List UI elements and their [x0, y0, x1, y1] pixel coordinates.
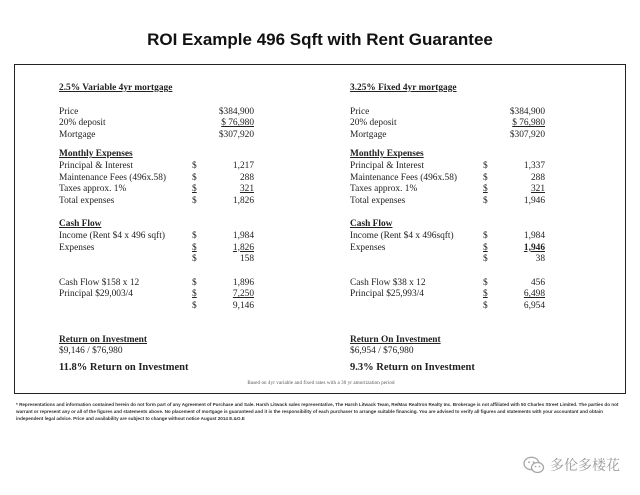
- roi-heading: Return On Investment: [350, 334, 441, 345]
- total-return-row: $ 6,954: [483, 300, 545, 311]
- total-expenses-row: Total expenses $ 1,826: [59, 195, 254, 206]
- page-title: ROI Example 496 Sqft with Rent Guarantee: [147, 30, 493, 49]
- cash-flow-heading: Cash Flow: [350, 219, 393, 230]
- annual-cash-flow-row: Cash Flow $38 x 12 $ 456: [350, 277, 545, 288]
- annual-cash-flow-row: Cash Flow $158 x 12 $ 1,896: [59, 277, 254, 288]
- price-row: Price $384,900: [59, 106, 254, 117]
- income-row: Income (Rent $4 x 496 sqft) $ 1,984: [59, 230, 254, 241]
- taxes-row: Taxes approx. 1% $ 321: [350, 184, 545, 195]
- deposit-row: 20% deposit $ 76,980: [59, 118, 254, 129]
- mortgage-row: Mortgage $307,920: [59, 129, 254, 140]
- fixed-mortgage-column: [350, 83, 545, 373]
- maintenance-fees-row: Maintenance Fees (496x.58) $ 288: [59, 172, 254, 183]
- roi-result: 9.3% Return on Investment: [350, 361, 475, 373]
- roi-calculation: $6,954 / $76,980: [350, 346, 414, 357]
- expenses-row: Expenses $ 1,946: [350, 242, 545, 253]
- footnote: Based on 4yr variable and fixed rates with a 30 yr amortization period: [247, 381, 395, 386]
- cash-flow-heading: Cash Flow: [59, 219, 102, 230]
- wechat-icon: [523, 456, 545, 474]
- roi-result: 11.8% Return on Investment: [59, 361, 189, 373]
- net-cash-row: $ 158: [192, 254, 254, 265]
- total-return-row: $ 9,146: [192, 300, 254, 311]
- maintenance-fees-row: Maintenance Fees (496x.58) $ 288: [350, 172, 545, 183]
- deposit-row: 20% deposit $ 76,980: [350, 118, 545, 129]
- mortgage-row: Mortgage $307,920: [350, 129, 545, 140]
- roi-table-frame: [14, 64, 626, 394]
- principal-annual-row: Principal $25,993/4 $ 6,498: [350, 289, 545, 300]
- column-heading: 2.5% Variable 4yr mortgage: [59, 83, 173, 93]
- net-cash-row: $ 38: [483, 254, 545, 265]
- roi-heading: Return on Investment: [59, 334, 148, 345]
- principal-interest-row: Principal & Interest $ 1,337: [350, 160, 545, 171]
- expenses-row: Expenses $ 1,826: [59, 242, 254, 253]
- monthly-expenses-heading: Monthly Expenses: [350, 149, 424, 160]
- watermark-text: 多伦多楼花: [550, 458, 620, 474]
- variable-mortgage-column: [59, 83, 254, 373]
- roi-calculation: $9,146 / $76,980: [59, 346, 123, 357]
- principal-interest-row: Principal & Interest $ 1,217: [59, 160, 254, 171]
- total-expenses-row: Total expenses $ 1,946: [350, 195, 545, 206]
- price-row: Price $384,900: [350, 106, 545, 117]
- principal-annual-row: Principal $29,003/4 $ 7,250: [59, 289, 254, 300]
- income-row: Income (Rent $4 x 496sqft) $ 1,984: [350, 230, 545, 241]
- column-heading: 3.25% Fixed 4yr mortgage: [350, 83, 457, 93]
- taxes-row: Taxes approx. 1% $ 321: [59, 184, 254, 195]
- legal-disclaimer: * Representations and information contained herein do not form part of any Agreement of Purchase and Sale. Harsh Litwack sales representative, The Harsh Litwack Team, Re/Max Realtron Realty Inc. Brokerage is not affiliated with 50 Charles Street Limited. The parties do not warrant or represent any or all of the figures and statements above. No placement of mortgage is guaranteed and it is the responsibility of each purchaser to arrange suitable financing. You are advised to verify all figures and statements with your accountant and obtain independent legal advice. Price and availability are subject to change without notice August 2014 E.&O.E: [16, 402, 619, 421]
- watermark: [523, 455, 620, 475]
- monthly-expenses-heading: Monthly Expenses: [59, 149, 133, 160]
